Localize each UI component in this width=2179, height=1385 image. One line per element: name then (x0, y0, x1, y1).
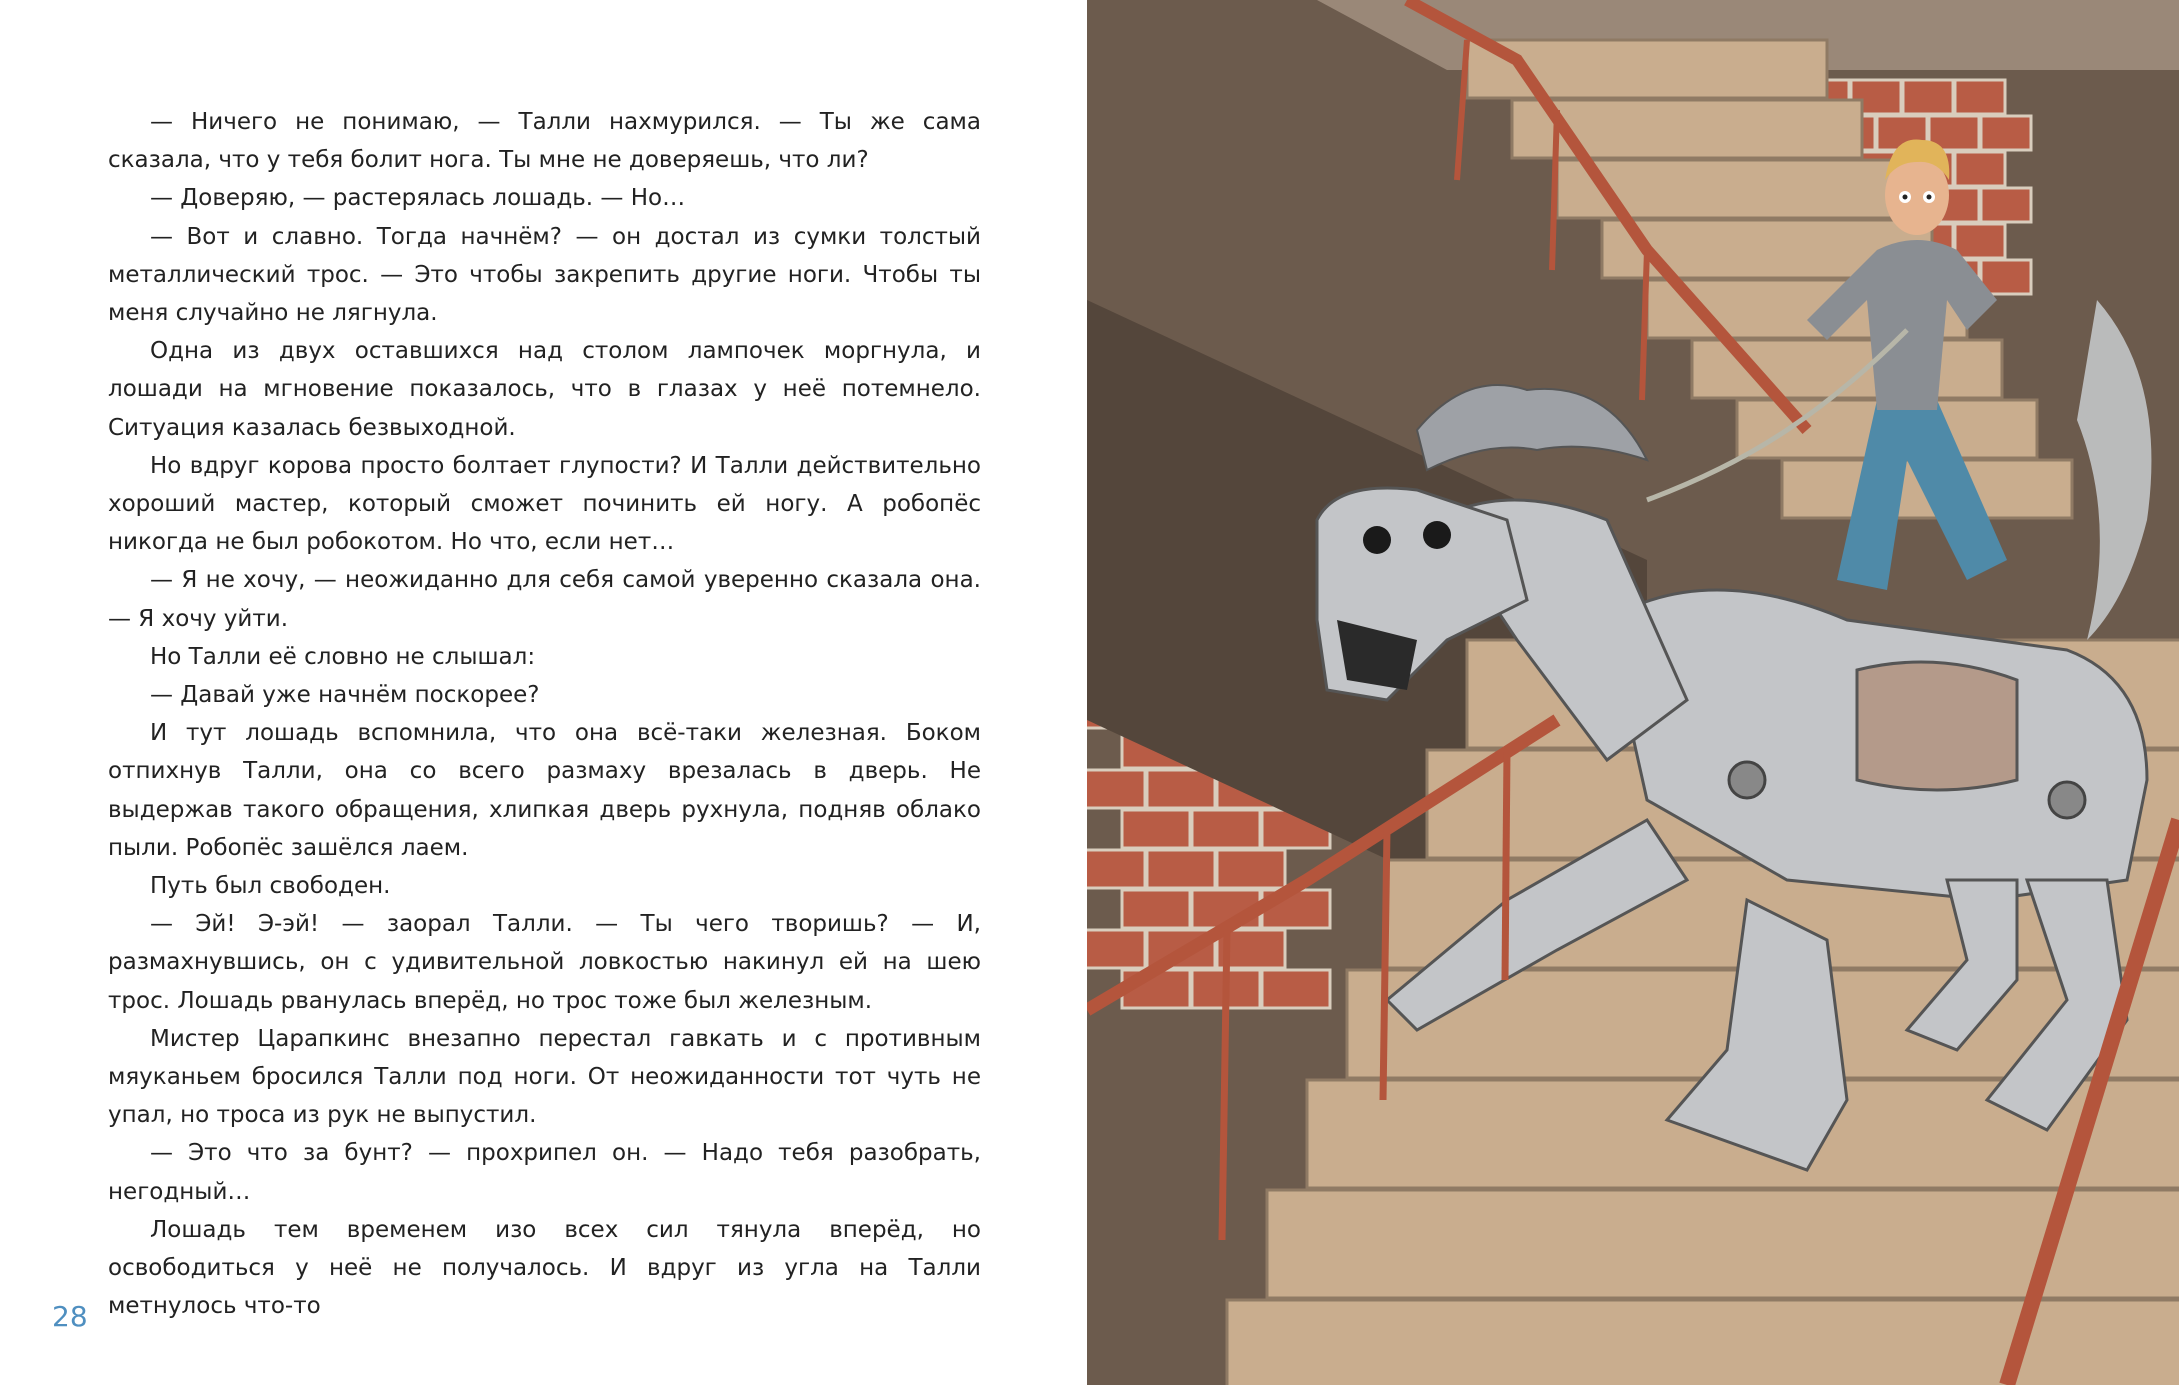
paragraph: Путь был свободен. (150, 873, 391, 900)
paragraph: Мистер Царапкинс внезапно перестал гавкать и с противным мяуканьем бросился Талли под ноги. От неожиданности тот чуть не упал, но троса из рук не выпустил. (108, 1025, 981, 1129)
paragraph: — Я не хочу, — неожиданно для себя самой уверенно сказала она. — Я хочу уйти. (108, 567, 981, 632)
paragraph: — Вот и славно. Тогда начнём? — он достал из сумки толстый металлический трос. — Это чтобы закрепить другие ноги. Чтобы ты меня случайно не лягнула. (108, 223, 981, 327)
illustration-scene (1087, 0, 2179, 1385)
paragraph: — Это что за бунт? — прохрипел он. — Надо тебя разобрать, негодный… (108, 1140, 981, 1205)
story-text (108, 103, 981, 1326)
paragraph: — Ничего не понимаю, — Талли нахмурился. — Ты же сама сказала, что у тебя болит нога. Ты мне не доверяешь, что ли? (108, 109, 981, 174)
paragraph: — Доверяю, — растерялась лошадь. — Но… (150, 185, 686, 212)
illustration (1087, 0, 2179, 1385)
paragraph: — Эй! Э-эй! — заорал Талли. — Ты чего творишь? — И, размахнувшись, он с удивительной ловкостью накинул ей на шею трос. Лошадь рванулась вперёд, но трос тоже был железным. (108, 911, 981, 1014)
paragraph: Но Талли её словно не слышал: (150, 643, 536, 670)
paragraph: И тут лошадь вспомнила, что она всё-таки железная. Боком отпихнув Талли, она со всего размаху врезалась в дверь. Не выдержав такого обращения, хлипкая дверь рухнула, подняв облако пыли. Робопёс зашёлся лаем. (108, 720, 981, 861)
page-number: 28 (52, 1300, 88, 1333)
paragraph: Но вдруг корова просто болтает глупости? И Талли действительно хороший мастер, который сможет починить ей ногу. А робопёс никогда не был робокотом. Но что, если нет… (108, 452, 981, 556)
text-page (0, 0, 1087, 1385)
paragraph: Лошадь тем временем изо всех сил тянула вперёд, но освободиться у неё не получалось. И вдруг из угла на Талли метнулось что-то (108, 1216, 981, 1320)
paragraph: — Давай уже начнём поскорее? (150, 682, 540, 709)
paragraph: Одна из двух оставшихся над столом лампочек моргнула, и лошади на мгновение показалось, что в глазах у неё потемнело. Ситуация казалась безвыходной. (108, 338, 981, 441)
